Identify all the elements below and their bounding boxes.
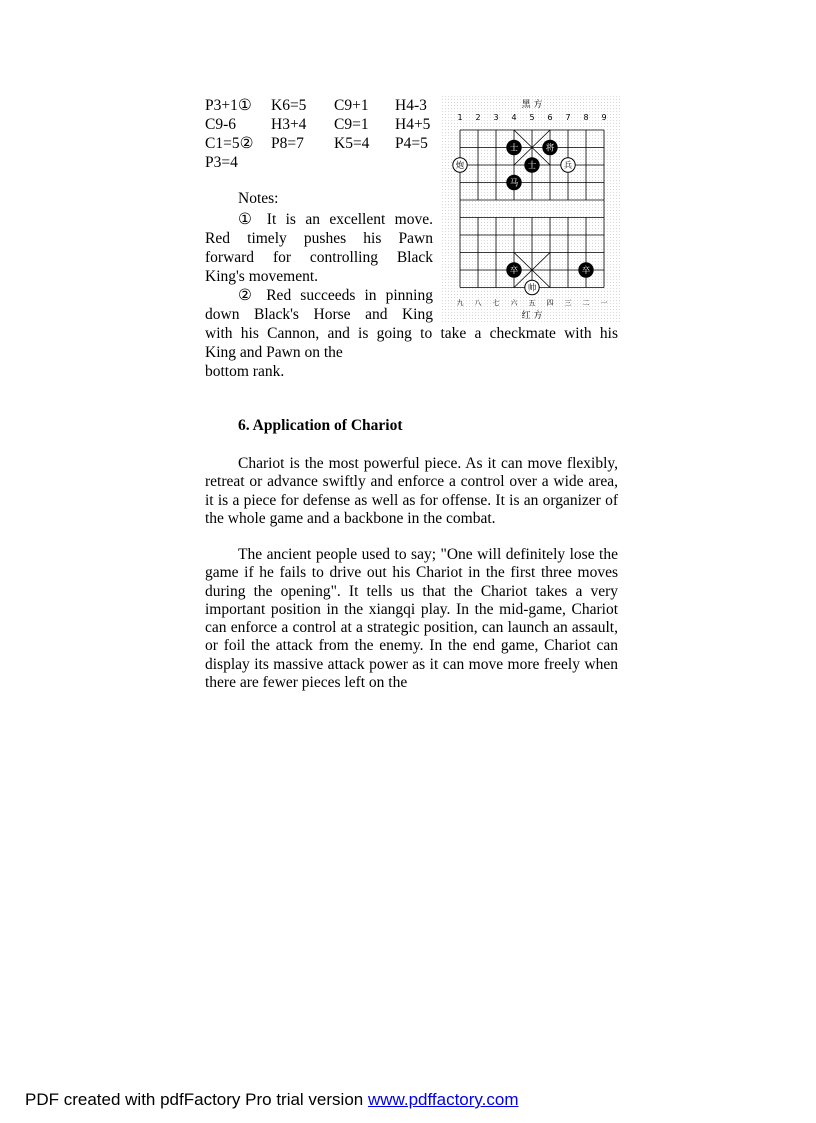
paragraph: The ancient people used to say; "One will definitely lose the game if he fails to drive out his Chariot in the first three moves during the opening". It tells us that the Chariot takes a very important position in the xiangqi play. In the mid-game, Chariot can enforce a control at a strategic position, can launch an assault, or foil the attack from the enemy. In the end game, Chariot can display its massive attack power as it can move more freely when there are fewer pieces left on the xyxy=(205,546,618,692)
note-line: Red timely pushes his Pawn xyxy=(205,230,433,247)
paragraph: Chariot is the most powerful piece. As it can move flexibly, retreat or advance swiftly and enforce a control over a wide area, it is a piece for defense as well as for offense. It is an organizer of the whole game and a backbone in the combat. xyxy=(205,455,618,527)
move-cell: P4=5 xyxy=(395,135,428,152)
note-line: bottom rank. xyxy=(205,363,285,380)
move-row xyxy=(205,153,440,172)
bottom-file-labels xyxy=(457,298,608,307)
move-cell: H4+5 xyxy=(395,116,431,133)
file-label: 四 xyxy=(546,299,554,307)
move-row xyxy=(205,96,440,115)
piece-label: 士 xyxy=(527,161,537,172)
file-label: 2 xyxy=(475,113,481,122)
move-cell: P8=7 xyxy=(271,135,304,152)
note-line: ② Red succeeds in pinning xyxy=(238,287,433,304)
note-line: with his Cannon, and is going to take a checkmate with his xyxy=(205,325,618,342)
top-side-label: 黑 方 xyxy=(521,100,543,110)
piece-label: 卒 xyxy=(581,266,591,277)
piece-label: 炮 xyxy=(455,161,465,172)
xiangqi-piece xyxy=(507,175,521,189)
move-cell: H3+4 xyxy=(271,116,307,133)
pdf-footer xyxy=(25,1090,519,1110)
file-label: 七 xyxy=(492,299,500,307)
note-2-continued xyxy=(205,324,618,381)
file-label: 六 xyxy=(510,299,518,307)
move-cell: K5=4 xyxy=(334,135,370,152)
move-row xyxy=(205,134,440,153)
note-line: King's movement. xyxy=(205,268,319,285)
xiangqi-piece xyxy=(525,158,539,172)
file-label: 八 xyxy=(474,299,482,307)
piece-label: 士 xyxy=(509,143,519,154)
footer-link[interactable]: www.pdffactory.com xyxy=(367,1090,519,1109)
notes-title: Notes: xyxy=(238,190,279,207)
move-list xyxy=(205,96,440,172)
note-line: down Black's Horse and King xyxy=(205,306,433,323)
move-cell: C9=1 xyxy=(334,116,369,133)
xiangqi-piece xyxy=(453,158,467,172)
board-svg xyxy=(442,96,622,322)
file-label: 4 xyxy=(511,113,517,122)
xiangqi-piece xyxy=(543,140,557,154)
file-label: 7 xyxy=(565,113,571,122)
move-cell: H4-3 xyxy=(395,97,427,114)
file-label: 九 xyxy=(456,299,464,307)
move-cell: C9+1 xyxy=(334,97,369,114)
file-label: 三 xyxy=(564,299,572,307)
file-label: 二 xyxy=(582,299,590,307)
move-cell: C1=5② xyxy=(205,135,254,152)
move-row xyxy=(205,115,440,134)
piece-label: 将 xyxy=(545,143,555,154)
xiangqi-piece xyxy=(561,158,575,172)
section-title: 6. Application of Chariot xyxy=(238,417,403,434)
move-cell: P3+1① xyxy=(205,97,252,114)
file-label: 6 xyxy=(547,113,553,122)
xiangqi-piece xyxy=(507,263,521,277)
xiangqi-board xyxy=(442,96,622,322)
xiangqi-piece xyxy=(579,263,593,277)
file-label: 9 xyxy=(601,113,607,122)
note-line: forward for controlling Black xyxy=(205,249,433,266)
file-label: 五 xyxy=(528,299,536,307)
note-line: ① It is an excellent move. xyxy=(238,211,433,228)
move-cell: P3=4 xyxy=(205,154,238,171)
move-cell: C9-6 xyxy=(205,116,236,133)
file-label: 一 xyxy=(600,299,608,307)
footer-text: PDF created with pdfFactory Pro trial version xyxy=(25,1090,368,1109)
file-label: 8 xyxy=(583,113,589,122)
note-2 xyxy=(205,286,433,324)
xiangqi-piece xyxy=(525,280,539,294)
piece-label: 兵 xyxy=(563,161,573,172)
note-line: King and Pawn on the xyxy=(205,344,343,361)
bottom-side-label: 红 方 xyxy=(521,311,543,321)
piece-label: 卒 xyxy=(509,266,519,277)
move-cell: K6=5 xyxy=(271,97,307,114)
note-1 xyxy=(205,210,433,286)
file-label: 3 xyxy=(493,113,499,122)
piece-label: 马 xyxy=(509,178,519,189)
xiangqi-piece xyxy=(507,140,521,154)
file-label: 1 xyxy=(457,113,463,122)
file-label: 5 xyxy=(529,113,535,122)
top-file-labels xyxy=(457,113,606,122)
piece-label: 帅 xyxy=(527,283,537,294)
